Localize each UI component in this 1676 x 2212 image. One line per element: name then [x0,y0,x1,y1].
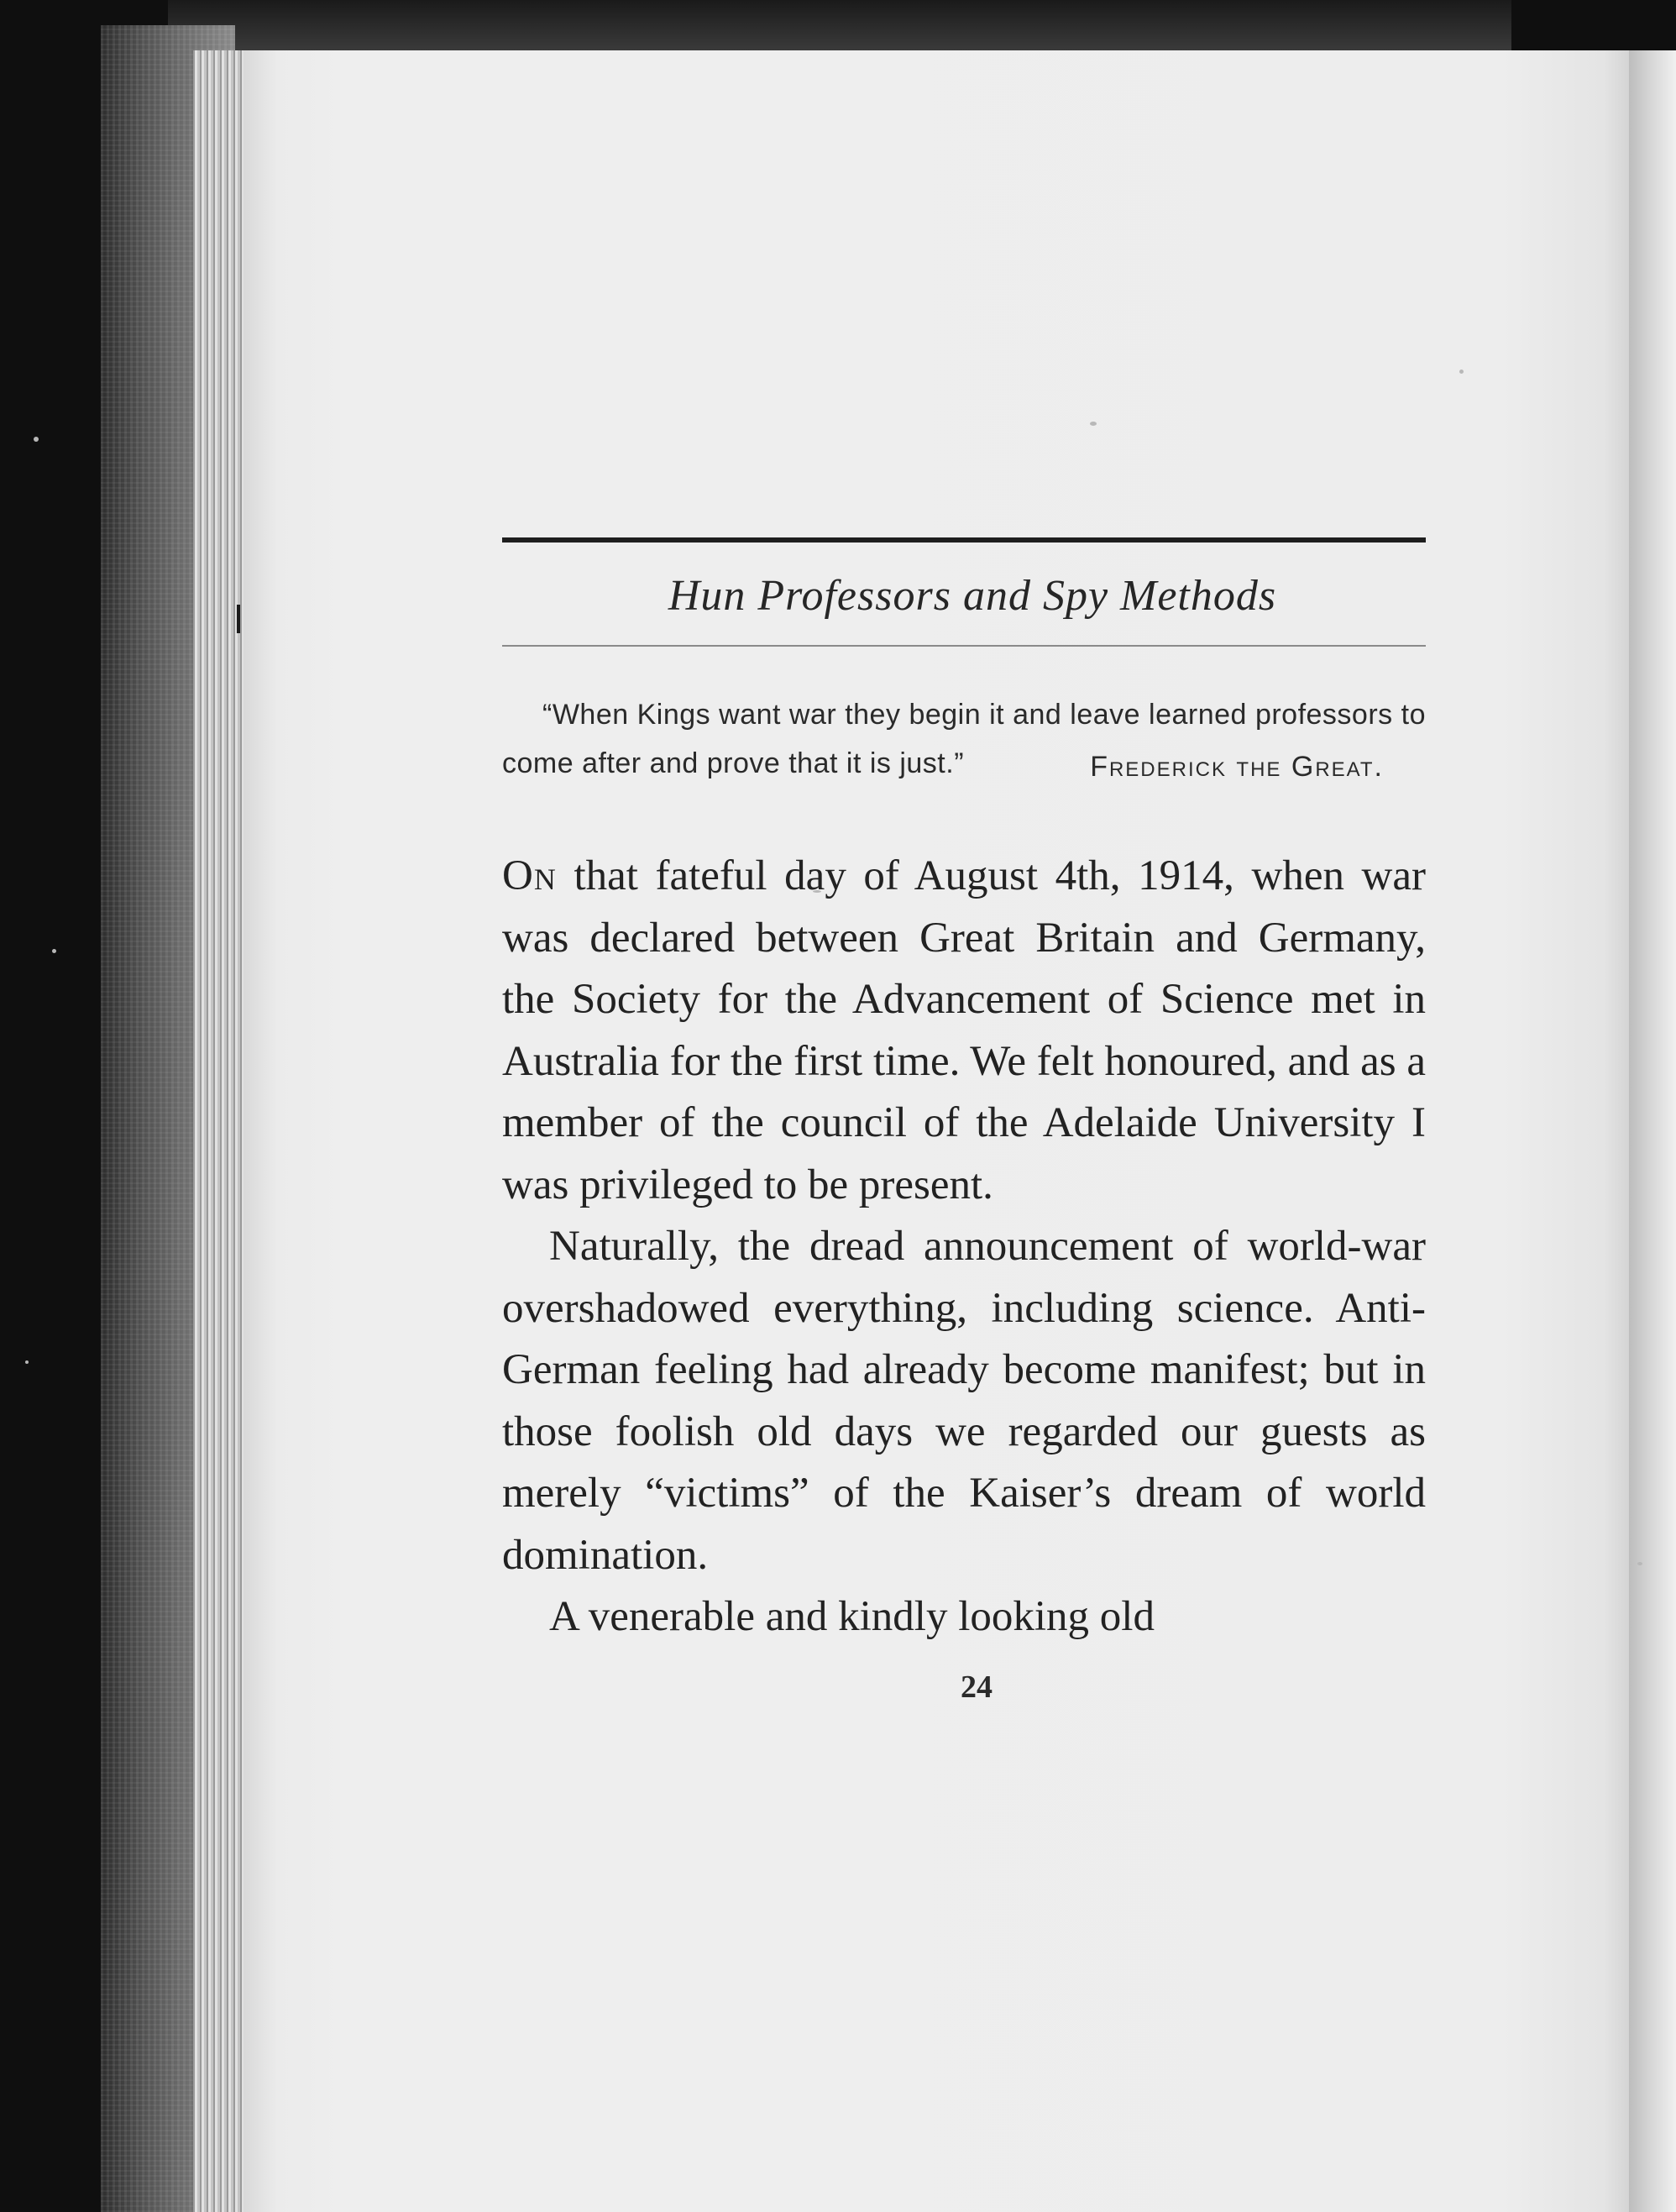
header-rule [502,537,1426,543]
dust-speck [52,949,56,953]
gutter-mark [237,605,240,633]
epigraph-attribution: Frederick the Great. [1090,751,1384,783]
paragraph-3: A venerable and kindly looking old [549,1593,1155,1640]
page-right-edge [1629,50,1676,2212]
scan-background [168,0,1511,50]
page-content [502,537,1426,1706]
running-head: Hun Professors and Spy Methods [668,572,1277,620]
dust-speck [34,437,39,442]
header-underline [502,645,1426,647]
dust-speck [25,1360,29,1364]
paragraph-1 [502,846,1426,1216]
page-number: 24 [961,1669,993,1705]
epigraph-quote: “When Kings want war they begin it and leave learned professors to come after and prove that it is just.” [502,699,1426,779]
opening-word: On [502,852,557,899]
dust-speck [1637,1562,1642,1565]
dust-speck [1090,422,1097,426]
paragraph-2: Naturally, the dread announcement of world-war overshadowed everything, including science. Anti-German feeling had already become manifest; but in those foolish old days we regarded our guests as merely “victims” of the Kaiser’s dream of world domination. [502,1223,1426,1579]
dust-speck [1459,370,1464,374]
paragraph-1-text: that fateful day of August 4th, 1914, when war was declared between Great Britain and Germany, the Society for the Advancement of Science met in Australia for the first time. We felt honoured, and as a member of the council of the Adelaide University I was privileged to be present. [502,852,1426,1208]
body-text [502,846,1426,1649]
